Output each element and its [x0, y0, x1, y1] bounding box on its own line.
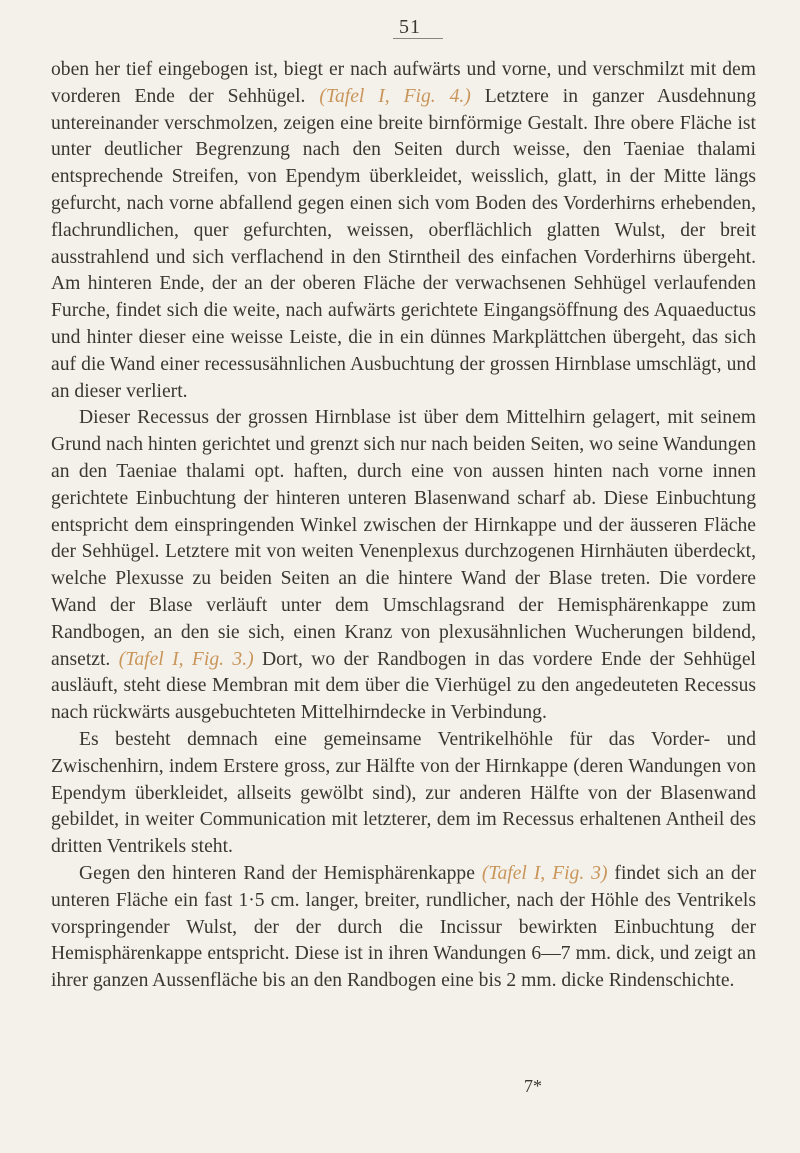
page-number: 51	[0, 16, 800, 39]
paragraph-2: Dieser Recessus der grossen Hirnblase ist über dem Mittelhirn gelagert, mit seinem Grund nach hinten gerichtet und grenzt sich nur nach beiden Seiten, wo seine Wandungen an den Taeniae thalami opt. haften, durch eine von aussen hinten nach vorne innen gerichtete Einbuchtung der hinteren unteren Blasenwand scharf ab. Diese Einbuchtung entspricht dem einspringenden Winkel zwischen der Hirnkappe und der äusseren Fläche der Sehhügel. Letztere mit von weiten Venenplexus durchzogenen Hirnhäuten überdeckt, welche Plexusse zu beiden Seiten an die hintere Wand der Blase treten. Die vordere Wand der Blase verläuft unter dem Umschlagsrand der Hemisphärenkappe zum Randbogen, an den sie sich, einen Kranz von plexusähnlichen Wucherungen bildend, ansetzt. (Tafel I, Fig. 3.) Dort, wo der Randbogen in das vordere Ende der Sehhügel ausläuft, steht diese Membran mit dem über die Vierhügel zu den angedeuteten Recessus nach rückwärts ausgebuchteten Mittelhirndecke in Verbindung.	[51, 407, 756, 724]
signature-mark: 7*	[524, 1076, 542, 1096]
body-text	[51, 57, 756, 995]
paragraph-4: Gegen den hinteren Rand der Hemisphärenkappe (Tafel I, Fig. 3) findet sich an der unteren Fläche ein fast 1·5 cm. langer, breiter, rundlicher, nach der Höhle des Ventrikels vorspringender Wulst, der der durch die Incissur bewirkten Einbuchtung der Hemisphärenkappe entspricht. Diese ist in ihren Wandungen 6—7 mm. dick, und zeigt an ihrer ganzen Aussenfläche bis an den Randbogen eine bis 2 mm. dicke Rindenschichte.	[51, 862, 756, 992]
figure-reference: (Tafel I, Fig. 4.)	[319, 85, 471, 107]
figure-reference: (Tafel I, Fig. 3)	[481, 862, 608, 884]
paragraph-1: oben her tief eingebogen ist, biegt er nach aufwärts und vorne, und verschmilzt mit dem vorderen Ende der Sehhügel. (Tafel I, Fig. 4.) Letztere in ganzer Ausdehnung untereinander verschmolzen, zeigen eine breite birnförmige Gestalt. Ihre obere Fläche ist unter deutlicher Begrenzung nach den Seiten durch weisse, den Taeniae thalami entsprechende Streifen, von Ependym überkleidet, weisslich, glatt, in der Mitte längs gefurcht, nach vorne abfallend gegen einen sich vom Boden des Vorderhirns erhebenden, flachrundlichen, quer gefurchten, weissen, oberflächlich glatten Wulst, der breit ausstrahlend und sich verflachend in den Stirntheil des einfachen Vorderhirns übergeht. Am hinteren Ende, der an der oberen Fläche der verwachsenen Sehhügel verlaufenden Furche, findet sich die weite, nach aufwärts gerichtete Eingangsöffnung des Aquaeductus und hinter dieser eine weisse Leiste, die in ein dünnes Markplättchen übergeht, das sich auf die Wand einer recessusähnlichen Ausbuchtung der grossen Hirnblase umschlägt, und an dieser verliert.	[51, 59, 757, 402]
paragraph-3: Es besteht demnach eine gemeinsame Ventrikelhöhle für das Vorder- und Zwischenhirn, indem Erstere gross, zur Hälfte von der Hirnkappe (deren Wandungen von Ependym überkleidet, allseits gewölbt sind), zur anderen Hälfte von der Blasenwand gebildet, in weiter Communication mit letzterer, dem im Recessus erhaltenen Antheil des dritten Ventrikels steht.	[51, 728, 756, 858]
figure-reference: (Tafel I, Fig. 3.)	[118, 648, 254, 670]
